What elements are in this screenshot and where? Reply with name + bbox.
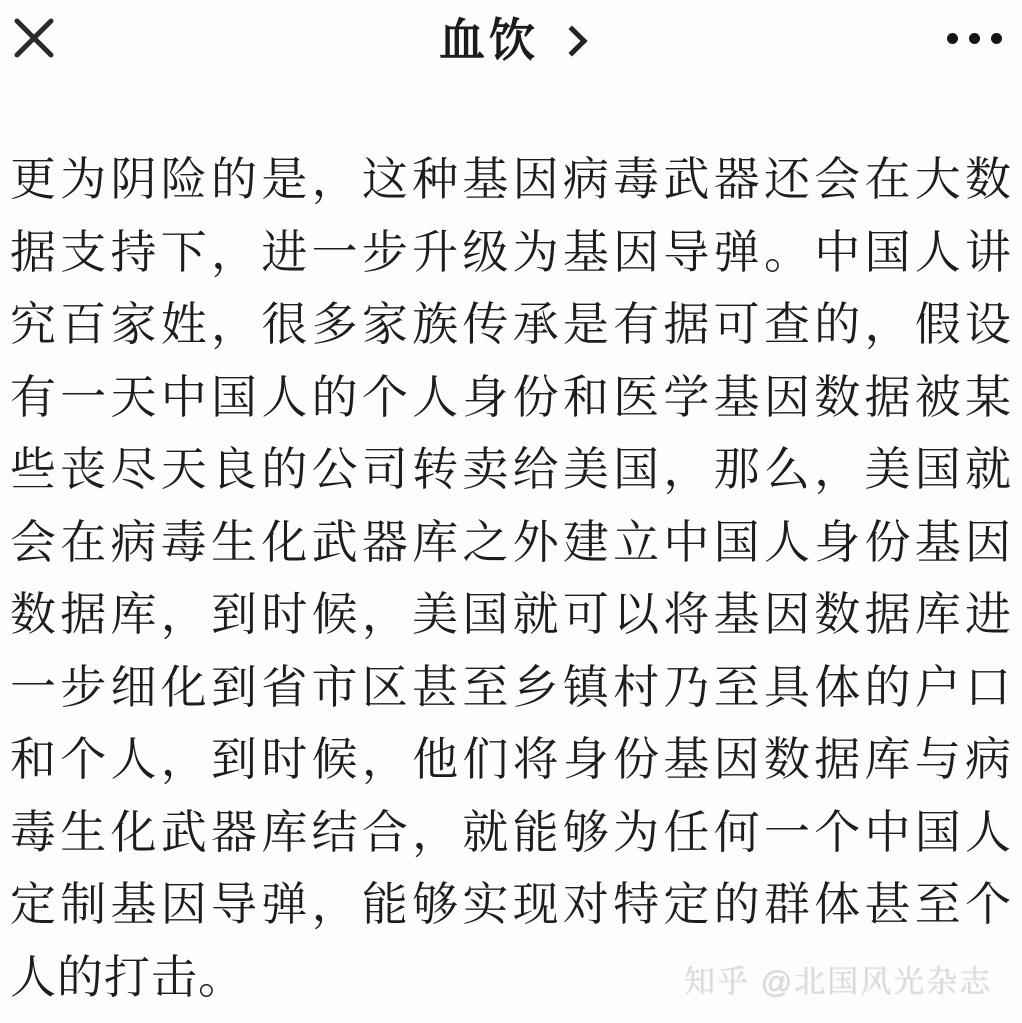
text-line: 更为阴险的是，这种基因病毒武器还会在大数 bbox=[10, 153, 1012, 205]
more-icon bbox=[947, 33, 1002, 44]
close-icon bbox=[12, 16, 56, 60]
close-button[interactable] bbox=[6, 10, 62, 66]
text-line: 毒生化武器库结合，就能够为任何一个中国人 bbox=[10, 805, 1012, 858]
text-line: 数据库，到时候，美国就可以将基因数据库进 bbox=[10, 588, 1012, 640]
text-line: 究百家姓，很多家族传承是有据可查的，假设 bbox=[10, 298, 1012, 350]
text-line: 据支持下，进一步升级为基因导弹。中国人讲 bbox=[10, 225, 1012, 278]
article-body bbox=[0, 143, 1022, 1013]
page-title: 血饮 bbox=[439, 14, 539, 66]
text-line: 些丧尽天良的公司转卖给美国，那么，美国就 bbox=[10, 443, 1012, 495]
article-title-button[interactable] bbox=[439, 14, 583, 66]
top-bar bbox=[0, 0, 1022, 92]
text-line: 有一天中国人的个人身份和医学基因数据被某 bbox=[10, 370, 1012, 423]
text-line: 定制基因导弹，能够实现对特定的群体甚至个 bbox=[10, 878, 1012, 930]
text-line: 人的打击。 bbox=[10, 950, 245, 1003]
text-line: 会在病毒生化武器库之外建立中国人身份基因 bbox=[10, 515, 1012, 568]
chevron-right-icon bbox=[556, 25, 587, 56]
text-line: 一步细化到省市区甚至乡镇村乃至具体的户口 bbox=[10, 660, 1012, 713]
more-button[interactable] bbox=[941, 14, 1008, 62]
watermark: 知乎 @北国风光杂志 bbox=[683, 964, 992, 999]
text-line: 和个人，到时候，他们将身份基因数据库与病 bbox=[10, 733, 1012, 785]
